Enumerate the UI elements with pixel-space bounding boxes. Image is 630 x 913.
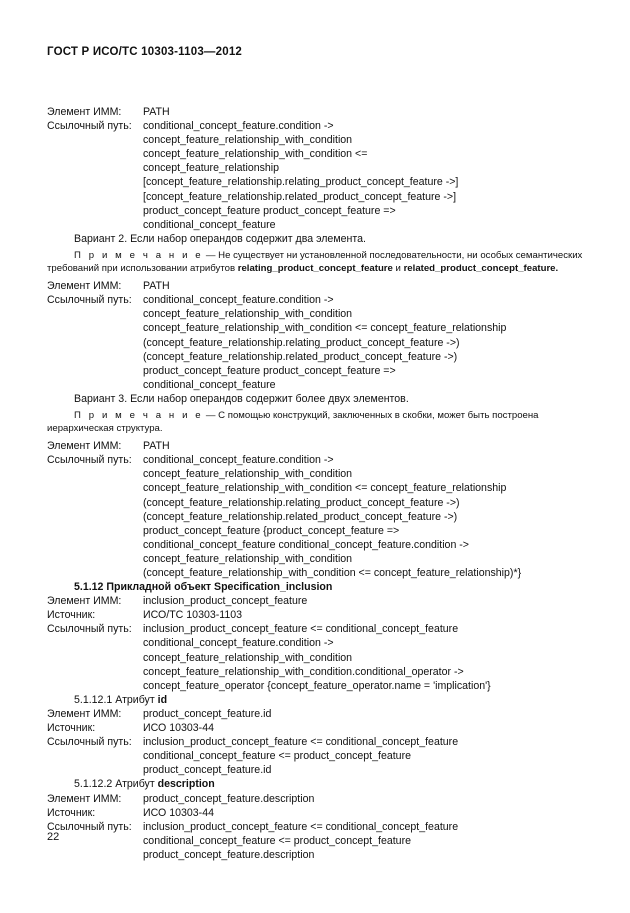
ref-line: [concept_feature_relationship.related_product_concept_feature ->] — [143, 190, 457, 203]
ref-line: concept_feature_relationship_with_condition <= concept_feature_relationship — [143, 482, 507, 495]
source-row — [47, 608, 592, 622]
ref-line: (concept_feature_relationship.related_product_concept_feature ->) — [143, 350, 458, 363]
ref-label: Ссылочный путь: — [47, 736, 132, 749]
ref-line: inclusion_product_concept_feature <= conditional_concept_feature — [143, 623, 459, 636]
elem-row — [47, 594, 592, 608]
ref-label: Ссылочный путь: — [47, 120, 132, 133]
source-label: Источник: — [47, 806, 96, 819]
ref-line: conditional_concept_feature.condition -> — [143, 454, 334, 467]
elem-value: product_concept_feature.description — [143, 792, 315, 805]
page-header: ГОСТ Р ИСО/ТС 10303-1103—2012 — [47, 46, 243, 58]
attribute-prefix: 5.1.12.2 Атрибут — [74, 778, 158, 791]
ref-label: Ссылочный путь: — [47, 820, 132, 833]
ref-line: inclusion_product_concept_feature <= conditional_concept_feature — [143, 736, 459, 749]
section-heading: 5.1.12 Прикладной объект Specification_inclusion — [74, 581, 333, 594]
elem-value: PATH — [143, 106, 170, 118]
variant-text: Вариант 2. Если набор операндов содержит два элемента. — [74, 232, 366, 245]
source-value: ИСО 10303-44 — [143, 806, 214, 819]
elem-label: Элемент ИММ: — [47, 440, 122, 453]
ref-line: conditional_concept_feature.condition -> — [143, 120, 334, 133]
note-paragraph — [47, 250, 592, 275]
ref-line: (concept_feature_relationship.relating_product_concept_feature ->) — [143, 336, 460, 349]
ref-row — [47, 119, 592, 133]
variant-text: Вариант 3. Если набор операндов содержит более двух элементов. — [74, 392, 409, 405]
ref-line: concept_feature_relationship_with_condition — [143, 468, 353, 481]
elem-value: inclusion_product_concept_feature — [143, 595, 308, 608]
source-label: Источник: — [47, 722, 96, 735]
ref-line: conditional_concept_feature.condition -> — [143, 294, 334, 307]
elem-label: Элемент ИММ: — [47, 280, 122, 293]
ref-line: (concept_feature_relationship.relating_product_concept_feature ->) — [143, 496, 460, 509]
note-prefix: П р и м е ч а н и е — [74, 409, 204, 421]
source-label: Источник: — [47, 609, 96, 622]
elem-row — [47, 707, 592, 721]
ref-label: Ссылочный путь: — [47, 623, 132, 636]
elem-value: PATH — [143, 280, 170, 293]
elem-label: Элемент ИММ: — [47, 792, 122, 805]
elem-label: Элемент ИММ: — [47, 595, 122, 608]
source-value: ИСО/ТС 10303-1103 — [143, 609, 243, 622]
note-text: — Не существует ни установленной последовательности, ни особых семантических требований при использовании атрибутов — [47, 249, 583, 274]
ref-line: conditional_concept_feature — [143, 378, 276, 391]
ref-line: inclusion_product_concept_feature <= conditional_concept_feature — [143, 820, 459, 833]
ref-line: concept_feature_operator {concept_feature_operator.name = 'implication'} — [143, 679, 491, 692]
ref-line: product_concept_feature.description — [143, 848, 315, 861]
elem-label: Элемент ИММ: — [47, 106, 122, 118]
ref-row — [47, 453, 592, 467]
ref-line: concept_feature_relationship_with_condition <= — [143, 148, 368, 161]
ref-line: product_concept_feature {product_concept_feature => — [143, 524, 400, 537]
ref-line: conditional_concept_feature <= product_concept_feature — [143, 750, 411, 763]
elem-value: PATH — [143, 440, 170, 453]
ref-line: concept_feature_relationship_with_condition — [143, 308, 353, 321]
attribute-name: description — [157, 778, 215, 791]
ref-line: conditional_concept_feature.condition -> — [143, 637, 334, 650]
source-row — [47, 721, 592, 735]
ref-line: concept_feature_relationship — [143, 162, 280, 175]
note-text: — С помощью конструкций, заключенных в скобки, может быть построена иерархическая структура. — [47, 409, 539, 434]
elem-row — [47, 105, 592, 119]
ref-row — [47, 820, 592, 834]
ref-line: [concept_feature_relationship.relating_product_concept_feature ->] — [143, 176, 459, 189]
attribute-heading — [47, 777, 592, 791]
elem-row — [47, 439, 592, 453]
ref-line: conditional_concept_feature conditional_concept_feature.condition -> — [143, 538, 469, 551]
attribute-prefix: 5.1.12.1 Атрибут — [74, 693, 158, 706]
ref-line: (concept_feature_relationship.related_product_concept_feature ->) — [143, 510, 458, 523]
elem-value: product_concept_feature.id — [143, 707, 272, 720]
attribute-name: id — [157, 693, 168, 706]
elem-label: Элемент ИММ: — [47, 707, 122, 720]
ref-row — [47, 293, 592, 307]
elem-row — [47, 279, 592, 293]
source-value: ИСО 10303-44 — [143, 722, 214, 735]
note-bold-term: related_product_concept_feature. — [403, 262, 559, 274]
ref-line: product_concept_feature.id — [143, 764, 272, 777]
ref-row — [47, 735, 592, 749]
ref-line: conditional_concept_feature — [143, 218, 276, 231]
page-content — [47, 105, 592, 862]
note-prefix: П р и м е ч а н и е — [74, 249, 204, 261]
page-number: 22 — [47, 831, 60, 843]
elem-row — [47, 792, 592, 806]
ref-label: Ссылочный путь: — [47, 294, 132, 307]
note-bold-term: relating_product_concept_feature — [237, 262, 393, 274]
note-text: и — [392, 262, 404, 274]
ref-line: conditional_concept_feature <= product_concept_feature — [143, 834, 411, 847]
ref-row — [47, 622, 592, 636]
ref-line: product_concept_feature product_concept_feature => — [143, 364, 396, 377]
ref-line: concept_feature_relationship_with_condition.conditional_operator -> — [143, 665, 464, 678]
note-paragraph — [47, 410, 592, 435]
source-row — [47, 806, 592, 820]
attribute-heading — [47, 693, 592, 707]
ref-line: concept_feature_relationship_with_condition <= concept_feature_relationship — [143, 322, 507, 335]
ref-label: Ссылочный путь: — [47, 454, 132, 467]
ref-line: (concept_feature_relationship_with_condition <= concept_feature_relationship)*} — [143, 567, 522, 579]
ref-line: concept_feature_relationship_with_condition — [143, 552, 353, 565]
ref-line: product_concept_feature product_concept_feature => — [143, 204, 396, 217]
ref-line: concept_feature_relationship_with_condition — [143, 134, 353, 147]
ref-line: concept_feature_relationship_with_condition — [143, 651, 353, 664]
